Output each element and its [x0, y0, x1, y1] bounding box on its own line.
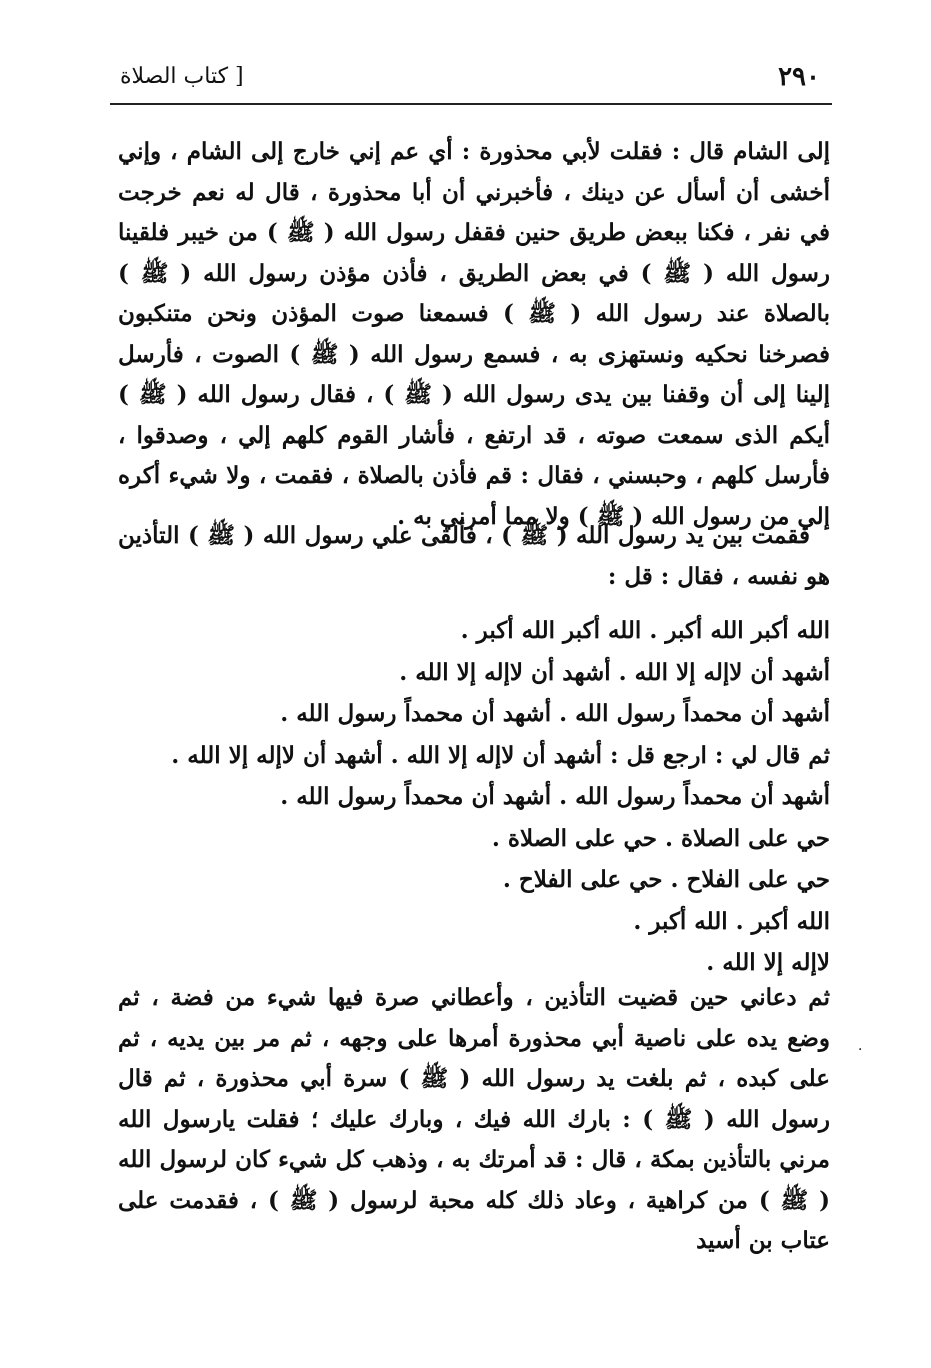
scan-speck: · — [858, 1042, 863, 1058]
adhan-line: الله أكبر . الله أكبر . — [633, 907, 830, 935]
adhan-line: أشهد أن لاإله إلا الله . أشهد أن لاإله إلا الله . — [399, 658, 830, 686]
adhan-text — [118, 610, 830, 984]
adhan-line: الله أكبر الله أكبر . الله أكبر الله أكبر . — [460, 617, 830, 644]
page-header — [110, 56, 830, 100]
adhan-line: حي على الصلاة . حي على الصلاة . — [491, 824, 830, 852]
page-number: ٢٩٠ — [778, 62, 820, 92]
adhan-line: ثم قال لي : ارجع قل : أشهد أن لاإله إلا الله . أشهد أن لاإله إلا الله . — [171, 741, 830, 769]
adhan-line: أشهد أن محمداً رسول الله . أشهد أن محمداً رسول الله . — [280, 783, 830, 810]
paragraph-conclusion: ثم دعاني حين قضيت التأذين ، وأعطاني صرة فيها شيء من فضة ، ثم وضع يده على ناصية أبي محذورة أمرها على وجهه ، ثم مر بين يديه ، ثم على كبده ، ثم بلغت يد رسول الله ( ﷺ ) سرة أبي محذورة ، ثم قال رسول الله ( ﷺ ) : بارك الله فيك ، وبارك عليك ؛ فقلت يارسول الله مرني بالتأذين بمكة ، قال : قد أمرتك به ، وذهب كل شيء كان لرسول الله ( ﷺ ) من كراهية ، وعاد ذلك كله محبة لرسول ( ﷺ ) ، فقدمت على عتاب بن أسيد — [118, 984, 830, 1254]
paragraph-intro: إلى الشام قال : فقلت لأبي محذورة : أي عم إني خارج إلى الشام ، وإني أخشى أن أسأل عن دينك ، فأخبرني أن أبا محذورة ، قال له نعم خرجت في نفر ، فكنا ببعض طريق حنين فقفل رسول الله ( ﷺ ) من خيبر فلقينا رسول الله ( ﷺ ) في بعض الطريق ، فأذن مؤذن رسول الله ( ﷺ ) بالصلاة عند رسول الله ( ﷺ ) فسمعنا صوت المؤذن ونحن متنكبون فصرخنا نحكيه ونستهزى به ، فسمع رسول الله ( ﷺ ) الصوت ، فأرسل إلينا إلى أن وقفنا بين يدى رسول الله ( ﷺ ) ، فقال رسول الله ( ﷺ ) أيكم الذى سمعت صوته ، قد ارتفع ، فأشار القوم كلهم إلي ، وصدقوا ، فأرسل كلهم ، وحبسني ، فقال : قم فأذن بالصلاة ، فقمت ، ولا شيء أكره إلي من رسول الله ( ﷺ ) ولا مما أمرني به . — [118, 138, 830, 530]
adhan-line: أشهد أن محمداً رسول الله . أشهد أن محمداً رسول الله . — [280, 700, 830, 727]
adhan-line: لاإله إلا الله . — [706, 949, 830, 976]
header-rule — [110, 103, 832, 105]
paragraph-adhan-intro: فقمت بين يد رسول الله ( ﷺ ) ، فألقى علي رسول الله ( ﷺ ) التأذين هو نفسه ، فقال : قل : — [118, 522, 830, 590]
running-title: [ كتاب الصلاة — [120, 64, 244, 89]
adhan-line: حي على الفلاح . حي على الفلاح . — [502, 866, 830, 893]
